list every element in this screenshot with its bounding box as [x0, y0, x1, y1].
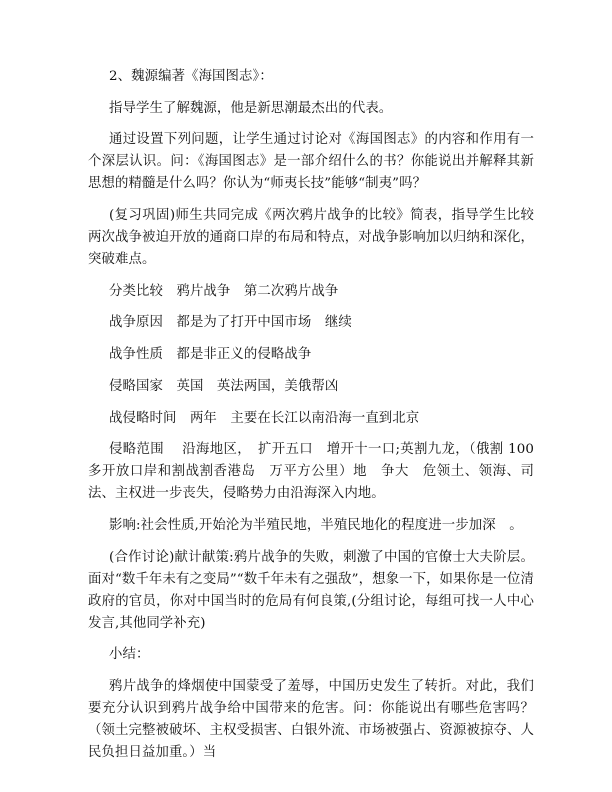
document-body [88, 66, 534, 774]
paragraph-summary: 鸦片战争的烽烟使中国蒙受了羞辱，中国历史发生了转折。对此，我们要充分认识到鸦片战争给中国带来的危害。问：你能说出有哪些危害吗？（领土完整被破坏、主权受损害、白银外流、市场被强占、资源被掠夺、人民负担日益加重。）当 [88, 678, 534, 760]
comparison-row-header: 分类比较 鸦片战争 第二次鸦片战争 [109, 283, 339, 299]
paragraph-discussion: (合作讨论)献计献策:鸦片战争的失败，刺激了中国的官僚士大夫阶层。面对“数千年未有之变局”“数千年未有之强敌”，想象一下，如果你是一位清政府的官员，你对中国当时的危局有何良策,(分组讨论，每组可找一人中心发言,其他同学补充) [88, 549, 534, 631]
comparison-row-countries: 侵略国家 英国 英法两国，美俄帮凶 [109, 378, 339, 394]
paragraph-questions: 通过设置下列问题，让学生通过讨论对《海国图志》的内容和作用有一个深层认识。问：《海国图志》是一部介绍什么的书？你能说出并解释其新思想的精髓是什么吗？你认为“师夷长技”能够“制夷”吗？ [88, 132, 534, 192]
paragraph-intro: 指导学生了解魏源，他是新思潮最杰出的代表。 [109, 100, 393, 116]
comparison-row-scope: 侵略范围 沿海地区， 扩开五口 增开十一口;英割九龙，（俄割 100 多开放口岸和割战割香港岛 万平方公里）地 争大 危领土、领海、司法、主权进一步丧失，侵略势力由沿海深入内地。 [88, 442, 534, 502]
comparison-row-time: 战侵略时间 两年 主要在长江以南沿海一直到北京 [109, 410, 420, 426]
paragraph-review: (复习巩固)师生共同完成《两次鸦片战争的比较》简表，指导学生比较两次战争被迫开放的通商口岸的布局和特点，对战争影响加以归纳和深化，突破难点。 [88, 208, 534, 268]
section-heading: 2、魏源编著《海国图志》： [109, 69, 273, 84]
comparison-row-cause: 战争原因 都是为了打开中国市场 继续 [109, 315, 352, 331]
comparison-row-impact: 影响:社会性质,开始沦为半殖民地，半殖民地化的程度进一步加深 。 [109, 517, 523, 533]
summary-heading: 小结： [109, 647, 150, 663]
comparison-row-nature: 战争性质 都是非正义的侵略战争 [109, 347, 312, 363]
